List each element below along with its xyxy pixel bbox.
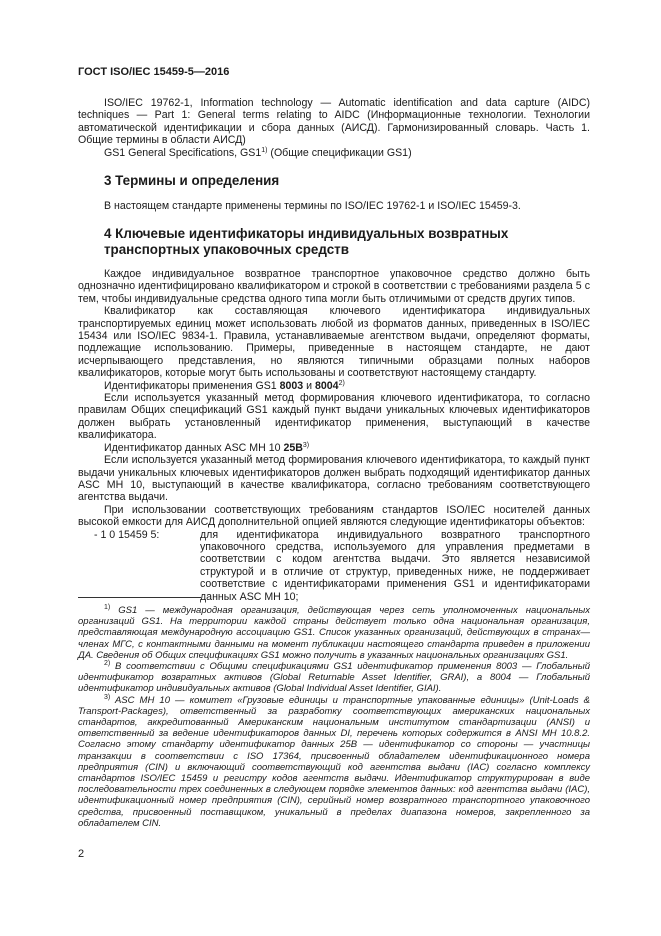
- section-4-heading: [78, 226, 590, 257]
- reference-iso-19762-1: ISO/IEC 19762-1, Information technology — Automatic identification and data capture (AIDC) techniques — Part 1: General terms relating to AIDC (Информационные технологии. Технологии автоматической идентификации и сбора данных (АИСД). Гармонизированный словарь. Часть 1. Общие термины в области АИСД): [78, 97, 590, 147]
- footnote-1: $^{1)}$ GS1 — международная организация, действующая через сеть уполномоченных национальных организаций GS1. На территории каждой страны действует только одна национальная организация, представляющая международную ассоциацию GS1. Список указанных организаций, действующих в странах—членах МГС, с контактными данными на момент публикации настоящего стандарта приведен в приложении ДА. Сведения об Общих спецификациях GS1 можно получить в указанных национальных организациях GS1.: [78, 604, 590, 661]
- paragraph-object-identifiers: При использовании соответствующих требованиям стандартов ISO/IEC носителей данных высокой емкости для АИСД дополнительной опцией являются следующие идентификаторы объектов:: [78, 503, 590, 529]
- section-3-heading: 3 Термины и определения: [104, 173, 280, 188]
- object-identifier-list-item: [78, 529, 590, 603]
- section-4-heading-line2: транспортных упаковочных средств: [104, 241, 349, 257]
- section-3: [78, 173, 590, 189]
- section-4-heading-line1: 4 Ключевые идентификаторы индивидуальных возвратных: [104, 226, 509, 241]
- page-header: ГОСТ ISO/IEC 15459-5—2016: [78, 66, 230, 78]
- paragraph-qualifier-formats: Квалификатор как составляющая ключевого идентификатора индивидуальных транспортируемых единиц может использовать любой из форматов данных, приведенных в ISO/IEC 15434 или ISO/IEC 9834-1. Правила, устанавливаемые агентством выдачи, определяют форматы, подлежащие использованию. Примеры, приведенные в настоящем стандарте, не дают исчерпывающего представления, но являются типичными образцами полных наборов квалификаторов, которые могут быть использованы и соответствуют настоящему стандарту.: [78, 305, 590, 380]
- paragraph-asc-di-title: Идентификатор данных ASC MH 10 $25B^{3)}$: [104, 441, 310, 454]
- page-number: 2: [78, 848, 85, 860]
- section-4-body: [78, 268, 590, 603]
- paragraph-asc-di-rule: Если используется указанный метод формирования ключевого идентификатора, то каждый пункт выдачи уникальных ключевых идентификаторов должен выбрать подходящий идентификатор данных ASC MH 10, выступающий в качестве квалификатора, согласно требованиям соответствующего агентства выдачи.: [78, 454, 590, 504]
- footnotes: [78, 605, 590, 829]
- paragraph-unique-identification: Каждое индивидуальное возвратное транспортное упаковочное средство должно быть однозначно идентифицировано квалификатором и строкой в соответствии с требованиями раздела 5 с тем, чтобы индивидуальные средства одного типа могли быть отличимыми от средств других типов.: [78, 268, 590, 305]
- paragraph-gs1-ai-rule: Если используется указанный метод формирования ключевого идентификатора, то согласно правилам Общих спецификаций GS1 каждый пункт выдачи уникальных ключевых идентификаторов должен выбрать установленный идентификатор применения, выступающий в качестве квалификатора.: [78, 392, 590, 442]
- section-3-paragraph: В настоящем стандарте применены термины по ISO/IEC 19762-1 и ISO/IEC 15459-3.: [104, 200, 521, 212]
- footnote-3: $^{3)}$ ASC MH 10 — комитет «Грузовые единицы и транспортные упакованные единицы» (Unit-Loads & Transport-Packages), ответственный за разработку соответствующих американских национальных стандартов, аккредитованный Американским национальным институтом стандартизации (ANSI) и ответственный за ведение идентификаторов данных DI, перечень которых содержится в ANSI MH 10.8.2. Согласно этому стандарту идентификатор данных 25B — идентификатор со стороны — участницы транзакции в соответствии с ISO 17364, присвоенный обладателем идентификационного номера предприятия (CIN) и включающий соответствующий код агентства выдачи (IAC) согласно комплексу стандартов ISO/IEC 15459 и регистру кодов агентств выдачи. Идентификатор структурирован в виде последовательности трех соединенных в следующем порядке элементов данных: код агентства выдачи (IAC), идентификационный номер предприятия (CIN), серийный номер возвратного транспортного упаковочного средства, присвоенный поставщиком, уникальный в пределах диапазона номеров, закрепленного за обладателем CIN.: [78, 693, 590, 829]
- list-item-text: для идентификатора индивидуального возвратного транспортного упаковочного средства, используемого для управления предметами в соответствии с кодом агентства выдачи. Это является независимой структурой и в отличие от структур, приведенных ниже, не поддерживает соответствие с идентификаторами применения GS1 и идентификаторами данных ASC MH 10;: [200, 528, 590, 603]
- reference-gs1-specs: GS1 General Specifications, GS1$^{1)}$ (Общие спецификации GS1): [104, 146, 412, 159]
- section-3-body: [78, 200, 590, 212]
- paragraph-gs1-ai-title: Идентификаторы применения GS1 8003 и 8004$^{2)}$: [104, 379, 345, 392]
- footnote-divider: [78, 597, 201, 598]
- list-item-label: - 1 0 15459 5:: [94, 528, 160, 541]
- footnote-2: $^{2)}$ В соответствии с Общими спецификациями GS1 идентификатор применения 8003 — Глобальный идентификатор возвратных активов (Global Returnable Asset Identifier, GRAI), а 8004 — Глобальный идентификатор индивидуальных активов (Global Individual Asset Identifier, GIAI).: [78, 660, 590, 695]
- normative-references: [78, 97, 590, 159]
